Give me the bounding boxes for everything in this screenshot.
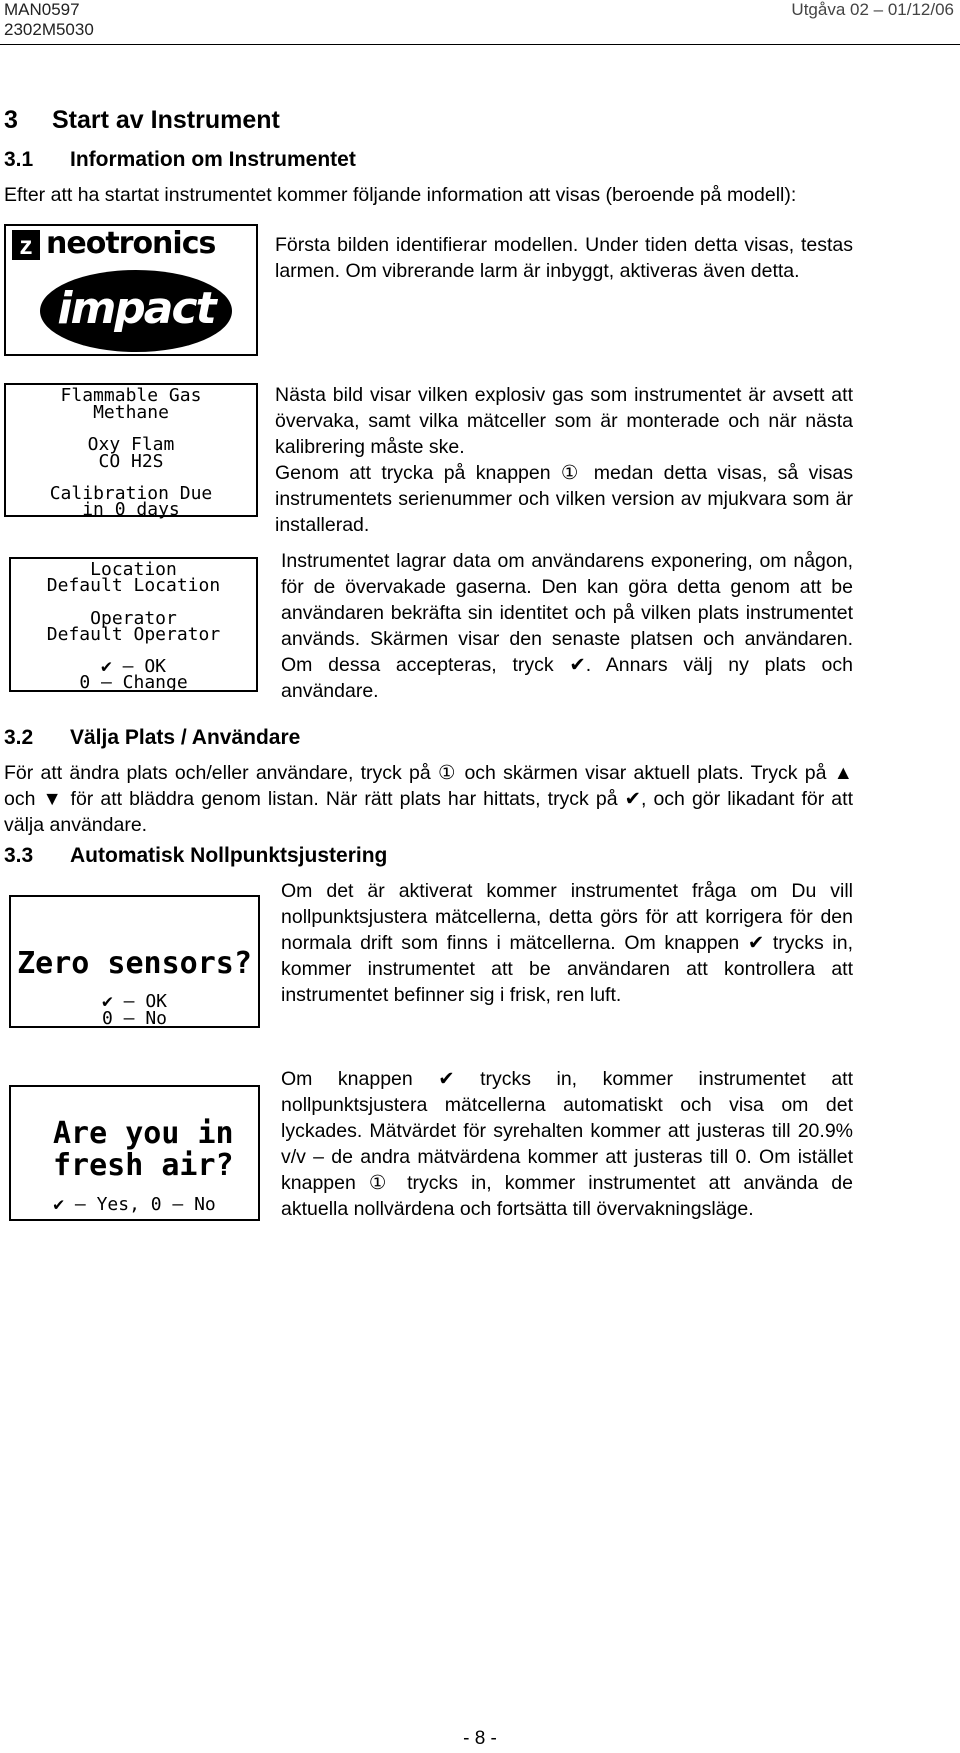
section-number: 3.3 [4,844,34,867]
zero-sensors-lcd [9,895,260,1028]
lcd-line: CO H2S [98,451,164,472]
product-logo [40,270,232,352]
option-ok: ✔ – OK [101,991,168,1012]
fresh-air-line-1: Are you in [53,1116,234,1151]
gas-info-description: Nästa bild visar vilken explosiv gas som instrumentet är avsett att övervaka, samt vilka mätceller som är monterade och när nästa kalibrering måste ske. [275,384,853,458]
section-number: 3.1 [4,148,34,171]
lcd-line: Flammable Gas [60,385,202,406]
section-title: Information om Instrumentet [70,148,356,171]
gas-info-lcd [4,383,258,520]
section-title: Automatisk Nollpunktsjustering [70,844,388,867]
fresh-air-line-2: fresh air? [53,1148,234,1183]
section-number: 3 [4,106,18,134]
lcd-line: Default Operator [46,624,221,645]
header-rule [0,44,960,45]
section-number: 3.2 [4,726,34,749]
section-3-3-heading [4,844,387,868]
lcd-line: Methane [93,402,169,423]
splash-description: Första bilden identifierar modellen. Under tiden detta visas, testas larmen. Om vibrerande larm är inbyggt, aktiveras även detta. [275,234,853,282]
product-name: impact [57,283,215,334]
zero-question: Zero sensors? [17,946,252,981]
lcd-line: in 0 days [82,499,180,520]
section-3-1-heading [4,148,356,172]
doc-code: MAN0597 [4,0,80,19]
lcd-line: Location [90,559,177,580]
serial-number-description: Genom att trycka på knappen ① medan detta visas, så visas instrumentets serienummer och vilken version av mjukvara som är installerad. [275,462,853,536]
brand-name: neotronics [46,226,216,261]
section-3-2-text: För att ändra plats och/eller användare, tryck på ① och skärmen visar aktuell plats. Tryck på ▲ och ▼ för att bläddra genom listan. När rätt plats har hittats, tryck på ✔, och gör likadant för att välja användare. [4,762,853,836]
part-code: 2302M5030 [4,20,94,39]
zero-description: Om det är aktiverat kommer instrumentet fråga om Du vill nollpunktsjustera mätcellerna, detta görs för att korrigera för den normala drift som finns i mätcellerna. Om knappen ✔ trycks in, kommer instrumentet att be användaren att kontrollera att instrumentet befinner sig i frisk, ren luft. [281,880,853,1006]
section-title: Välja Plats / Användare [70,726,301,749]
lcd-line: Calibration Due [49,483,213,504]
lcd-line: Operator [90,608,177,629]
section-title: Start av Instrument [52,106,280,134]
lcd-line: Default Location [46,575,221,596]
header-left [4,0,94,40]
section-3-1-intro: Efter att ha startat instrumentet kommer följande information att visas (beroende på modell): [4,184,797,206]
page-number: - 8 - [463,1728,497,1749]
splash-lcd [4,224,258,356]
lcd-line: ✔ – OK [100,656,167,677]
option-no: 0 – No [101,1008,168,1029]
lcd-line: 0 – Change [79,672,188,693]
brand-logo: z [12,230,40,260]
location-description: Instrumentet lagrar data om användarens exponering, om någon, för de övervakade gaserna. Den kan göra detta genom att be användaren bekräfta sin identitet och på vilken plats instrumentet används. Skärmen visar den senaste platsen och användaren. Om dessa accepteras, tryck ✔. Annars välj ny plats och användare. [281,550,853,702]
section-3-heading [4,106,280,135]
fresh-air-options: ✔ – Yes, 0 – No [53,1194,216,1215]
section-3-2-heading [4,726,300,750]
lcd-line: Oxy Flam [87,434,175,455]
edition-label: Utgåva 02 – 01/12/06 [791,0,954,19]
location-lcd [9,557,258,692]
fresh-air-lcd [9,1085,260,1221]
fresh-air-description: Om knappen ✔ trycks in, kommer instrumentet att nollpunktsjustera mätcellerna automatiskt och visa om det lyckades. Mätvärdet för syrehalten kommer att justeras till 20.9% v/v – de andra mätvärdena kommer att justeras till 0. Om istället knappen ① trycks in, kommer instrumentet att använda de aktuella nollvärdena och fortsätta till övervakningsläge. [281,1068,853,1220]
